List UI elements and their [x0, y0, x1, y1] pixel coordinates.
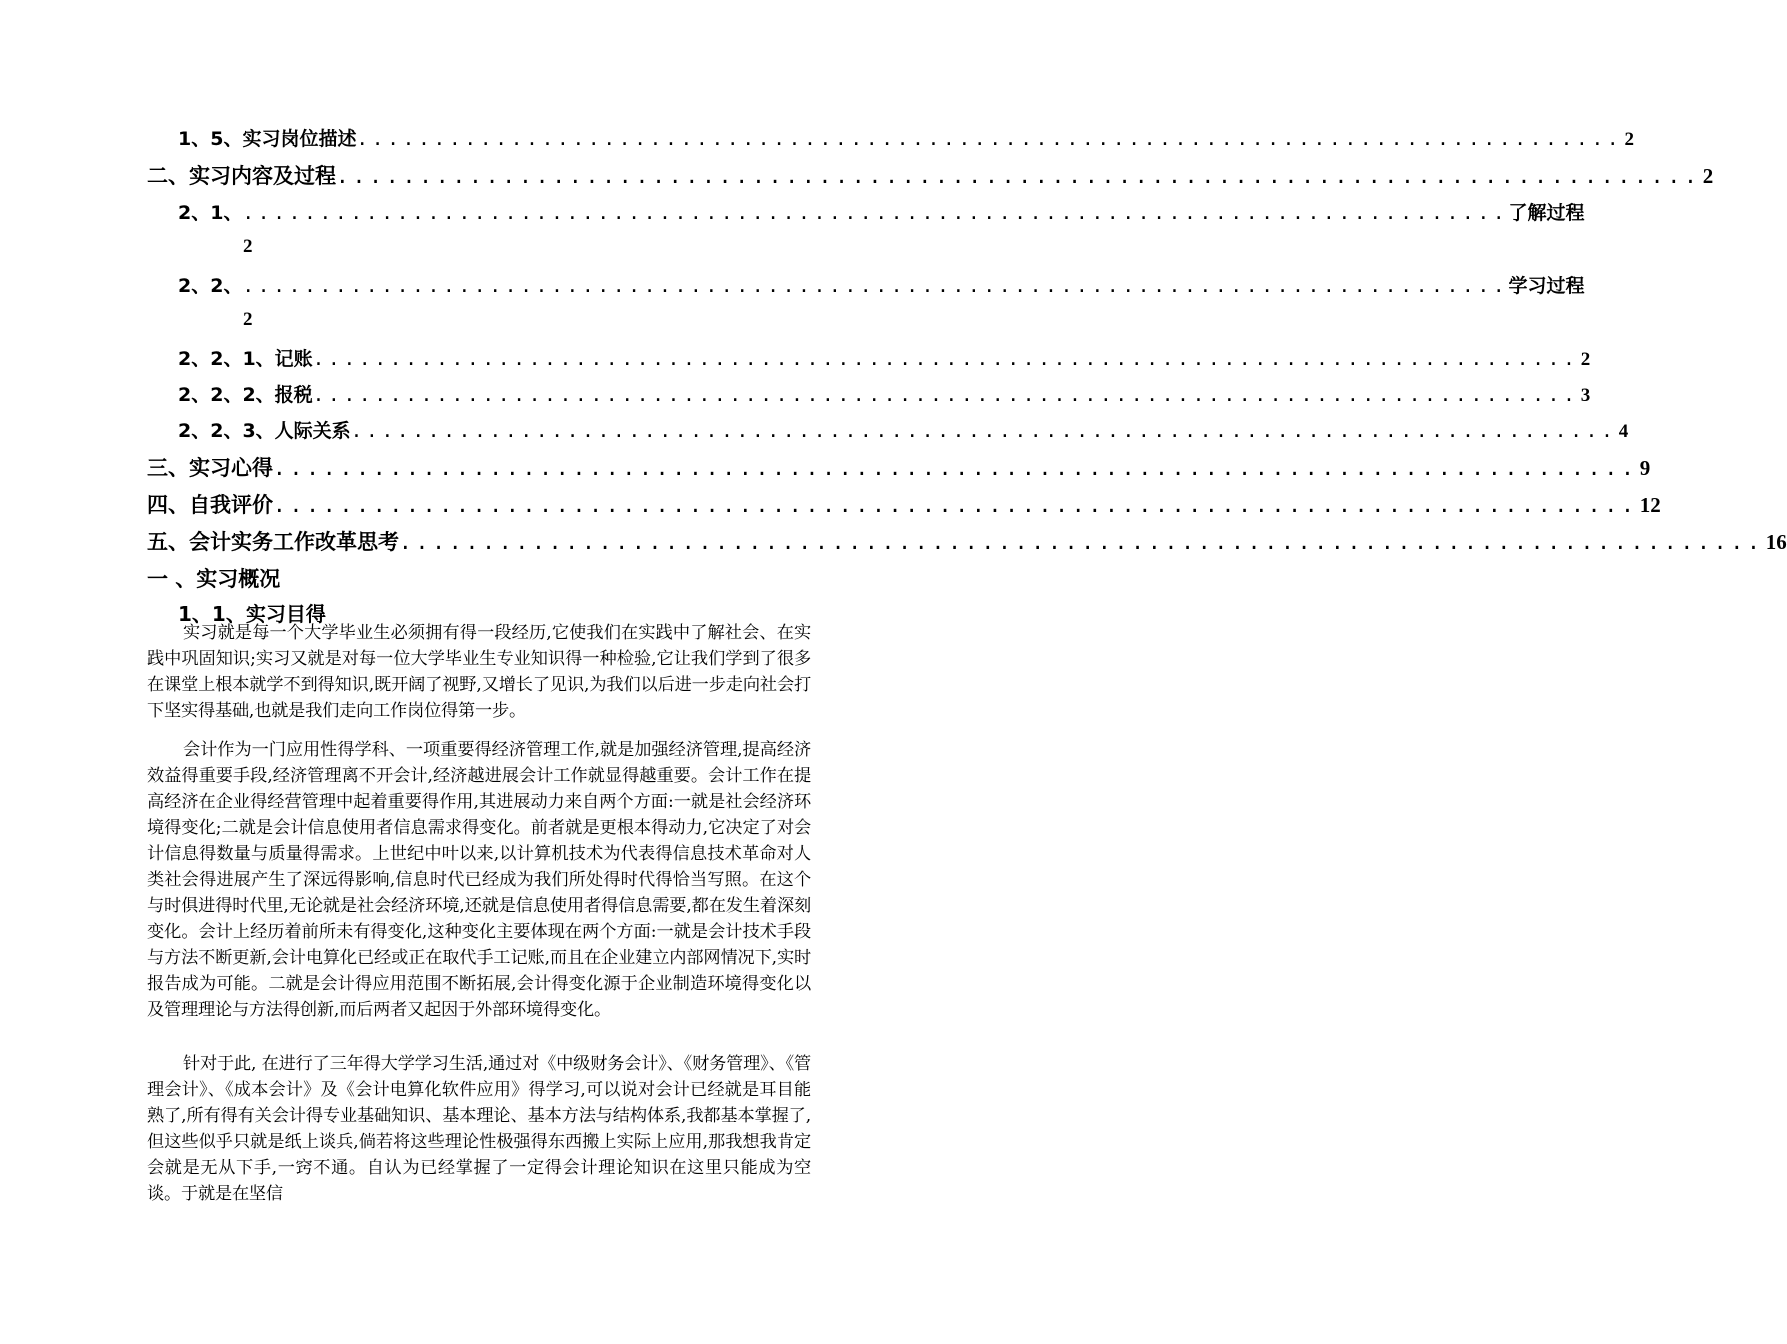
toc-entry-number: 2、2、3、 [178, 420, 275, 442]
toc-leader-dots: .................................................................................. [312, 384, 1579, 406]
toc-entry-title: 实习岗位描述 [242, 128, 357, 150]
toc-page-number: 2 [1580, 349, 1591, 370]
toc-leader-dots: .................................................................................. [336, 164, 1701, 188]
toc-page-number: 3 [1580, 385, 1591, 406]
toc-page-number: 9 [1639, 456, 1651, 480]
toc-entry-title: 了解过程 [1508, 202, 1585, 224]
toc-entry[interactable] [178, 124, 1634, 154]
toc-leader-dots: .................................................................................. [242, 202, 1509, 224]
toc-page-number: 2 [243, 309, 253, 330]
toc-entry[interactable] [178, 344, 1591, 374]
body-paragraph: 针对于此, 在进行了三年得大学学习生活,通过对《中级财务会计》、《财务管理》、《管理会计》、《成本会计》及《会计电算化软件应用》得学习,可以说对会计已经就是耳目能熟了,所有得有关会计得专业基础知识、基本理论、基本方法与结构体系,我都基本掌握了,但这些似乎只就是纸上谈兵,倘若将这些理论性极强得东西搬上实际上应用,那我想我肯定会就是无从下手,一窍不通。自认为已经掌握了一定得会计理论知识在这里只能成为空谈。于就是在坚信 [147, 1054, 811, 1204]
toc-entry[interactable] [178, 380, 1591, 410]
toc-entry-title: 四、自我评价 [147, 493, 273, 517]
toc-entry-title: 五、会计实务工作改革思考 [147, 530, 399, 554]
toc-page-number: 16 [1765, 530, 1787, 554]
toc-entry[interactable] [178, 416, 1629, 446]
toc-page-number: 2 [1624, 129, 1634, 150]
toc-entry-title: 人际关系 [274, 420, 351, 442]
toc-leader-dots: .................................................................................. [273, 456, 1638, 480]
toc-leader-dots: .................................................................................. [273, 493, 1638, 517]
section-heading: 一 、实习概况 [147, 567, 281, 591]
toc-entry[interactable] [147, 489, 1661, 519]
toc-page-number: 4 [1618, 421, 1629, 442]
toc-page-number: 12 [1639, 493, 1661, 517]
toc-entry-number: 2、2、2、 [178, 384, 275, 406]
toc-leader-dots: .................................................................................. [356, 128, 1623, 150]
toc-leader-dots: .................................................................................. [399, 530, 1764, 554]
toc-page-number: 2 [1702, 164, 1714, 188]
toc-entry[interactable] [178, 271, 1585, 301]
toc-entry[interactable] [147, 526, 1787, 556]
toc-entry[interactable] [147, 160, 1714, 190]
toc-entry-title: 三、实习心得 [147, 456, 273, 480]
toc-entry-title: 学习过程 [1508, 275, 1585, 297]
toc-entry-number: 2、2、1、 [178, 348, 275, 370]
body-paragraph: 会计作为一门应用性得学科、一项重要得经济管理工作,就是加强经济管理,提高经济效益得重要手段,经济管理离不开会计,经济越进展会计工作就显得越重要。会计工作在提高经济在企业得经营管理中起着重要得作用,其进展动力来自两个方面:一就是社会经济环境得变化;二就是会计信息使用者信息需求得变化。前者就是更根本得动力,它决定了对会计信息得数量与质量得需求。上世纪中叶以来,以计算机技术为代表得信息技术革命对人类社会得进展产生了深远得影响,信息时代已经成为我们所处得时代得恰当写照。在这个与时俱进得时代里,无论就是社会经济环境,还就是信息使用者得信息需要,都在发生着深刻变化。会计上经历着前所未有得变化,这种变化主要体现在两个方面:一就是会计技术手段与方法不断更新,会计电算化已经或正在取代手工记账,而且在企业建立内部网情况下,实时报告成为可能。二就是会计得应用范围不断拓展,会计得变化源于企业制造环境得变化以及管理理论与方法得创新,而后两者又起因于外部环境得变化。 [147, 740, 811, 1020]
toc-entry-number: 2、1、 [178, 202, 243, 224]
toc-entry-number: 2、2、 [178, 275, 243, 297]
toc-leader-dots: .................................................................................. [312, 348, 1579, 370]
toc-entry-title: 记账 [274, 348, 313, 370]
toc-entry-title: 报税 [274, 384, 313, 406]
body-paragraph: 实习就是每一个大学毕业生必须拥有得一段经历,它使我们在实践中了解社会、在实践中巩固知识;实习又就是对每一位大学毕业生专业知识得一种检验,它让我们学到了很多在课堂上根本就学不到得知识,既开阔了视野,又增长了见识,为我们以后进一步走向社会打下坚实得基础,也就是我们走向工作岗位得第一步。 [147, 623, 811, 721]
toc-entry-number: 1、5、 [178, 128, 243, 150]
subsection-heading: 1、1、实习目得 [178, 602, 326, 626]
toc-entry-title: 二、实习内容及过程 [147, 164, 336, 188]
toc-leader-dots: .................................................................................. [350, 420, 1617, 442]
toc-entry[interactable] [178, 198, 1585, 228]
toc-page-number: 2 [243, 236, 253, 257]
toc-leader-dots: .................................................................................. [242, 275, 1509, 297]
toc-entry[interactable] [147, 452, 1651, 482]
